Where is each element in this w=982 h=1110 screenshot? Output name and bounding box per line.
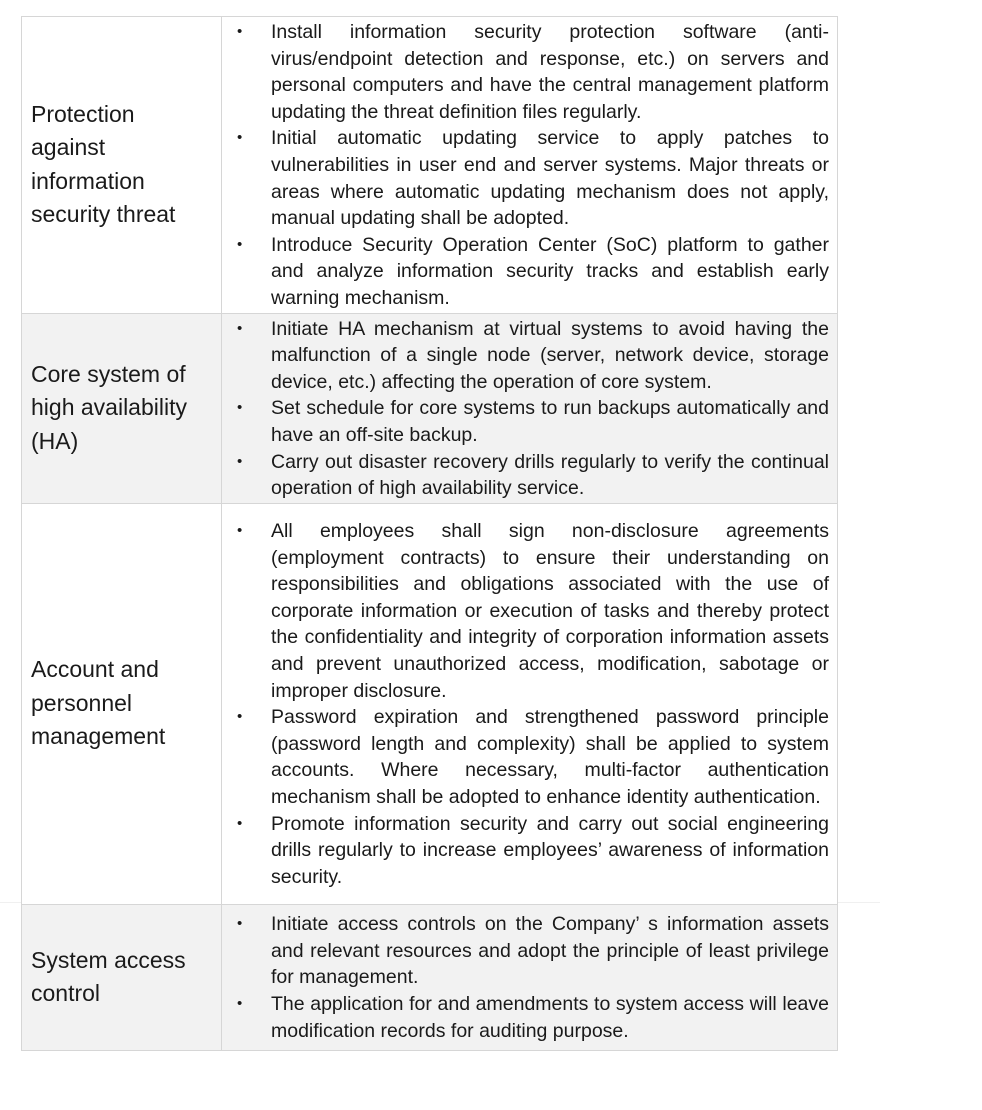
measures-list	[222, 518, 829, 890]
bullet-icon: •	[237, 399, 243, 417]
category-label-line: Core system of	[31, 360, 186, 387]
bullet-icon: •	[237, 235, 243, 253]
measure-text: Promote information security and carry out social engineering drills regularly to increase employees’ awareness of information security.	[271, 812, 829, 888]
category-label-line: management	[31, 723, 166, 750]
measures-cell	[222, 17, 838, 314]
measure-text: Initiate access controls on the Company’ s information assets and relevant resources and adopt the principle of least privilege for management.	[271, 913, 829, 989]
list-item	[222, 811, 829, 891]
table-row	[22, 904, 838, 1050]
category-cell	[22, 904, 222, 1050]
category-cell	[22, 17, 222, 314]
bullet-icon: •	[237, 319, 243, 337]
bullet-icon: •	[237, 23, 243, 40]
measure-text: Set schedule for core systems to run backups automatically and have an off-site backup.	[271, 397, 829, 446]
measure-text: The application for and amendments to system access will leave modification records for auditing purpose.	[271, 992, 829, 1042]
measure-text: Password expiration and strengthened password principle (password length and complexity) shall be applied to system accounts. Where necessary, multi-factor authentication mechanism shall be adopted to enhance identity authentication.	[271, 706, 829, 808]
list-item	[222, 449, 829, 502]
category-label-line: (HA)	[31, 427, 79, 454]
list-item	[222, 125, 829, 231]
measures-cell	[222, 503, 838, 904]
category-cell	[22, 313, 222, 503]
bullet-icon: •	[237, 915, 243, 933]
bullet-icon: •	[237, 708, 243, 726]
category-label-line: information	[31, 167, 145, 194]
security-measures-table	[21, 16, 838, 1051]
measure-text: All employees shall sign non-disclosure agreements (employment contracts) to ensure their understanding on responsibilities and obligations associated with the use of corporate information or execution of tasks and thereby protect the confidentiality and integrity of corporation information assets and prevent unauthorized access, modification, sabotage or improper disclosure.	[271, 520, 829, 702]
bullet-icon: •	[237, 129, 243, 147]
list-item	[222, 911, 829, 991]
bullet-icon: •	[237, 814, 243, 832]
list-item	[222, 316, 829, 396]
list-item	[222, 232, 829, 312]
bullet-icon: •	[237, 994, 243, 1012]
list-item	[222, 704, 829, 810]
list-item	[222, 518, 829, 704]
list-item	[222, 991, 829, 1044]
measures-list	[222, 911, 829, 1044]
measure-text: Install information security protection software (anti-virus/endpoint detection and response, etc.) on servers and personal computers and have the central management platform updating the threat definition files regularly.	[271, 21, 829, 123]
category-cell	[22, 503, 222, 904]
category-label-line: high availability	[31, 394, 187, 421]
measure-text: Initial automatic updating service to apply patches to vulnerabilities in user end and server systems. Major threats or areas where automatic updating mechanism does not apply, manual updating shall be adopted.	[271, 127, 829, 230]
category-label-line: control	[31, 980, 101, 1007]
table-row	[22, 503, 838, 904]
category-label-line: Account and	[31, 656, 159, 683]
bullet-icon: •	[237, 522, 243, 540]
measures-list	[222, 19, 829, 312]
category-label-line: personnel	[31, 689, 133, 716]
list-item	[222, 395, 829, 448]
table-row	[22, 17, 838, 314]
category-label-line: security threat	[31, 201, 176, 228]
category-label-line: Protection	[31, 100, 135, 127]
measure-text: Initiate HA mechanism at virtual systems to avoid having the malfunction of a single node (server, network device, storage device, etc.) affecting the operation of core system.	[271, 317, 829, 393]
bullet-icon: •	[237, 452, 243, 470]
list-item	[222, 19, 829, 125]
table-row	[22, 313, 838, 503]
measures-list	[222, 316, 829, 502]
measures-cell	[222, 313, 838, 503]
category-label-line: against	[31, 134, 106, 161]
category-label-line: System access	[31, 946, 186, 973]
measure-text: Introduce Security Operation Center (SoC) platform to gather and analyze information security tracks and establish early warning mechanism.	[271, 233, 829, 309]
measure-text: Carry out disaster recovery drills regularly to verify the continual operation of high availability service.	[271, 450, 829, 500]
measures-cell	[222, 904, 838, 1050]
